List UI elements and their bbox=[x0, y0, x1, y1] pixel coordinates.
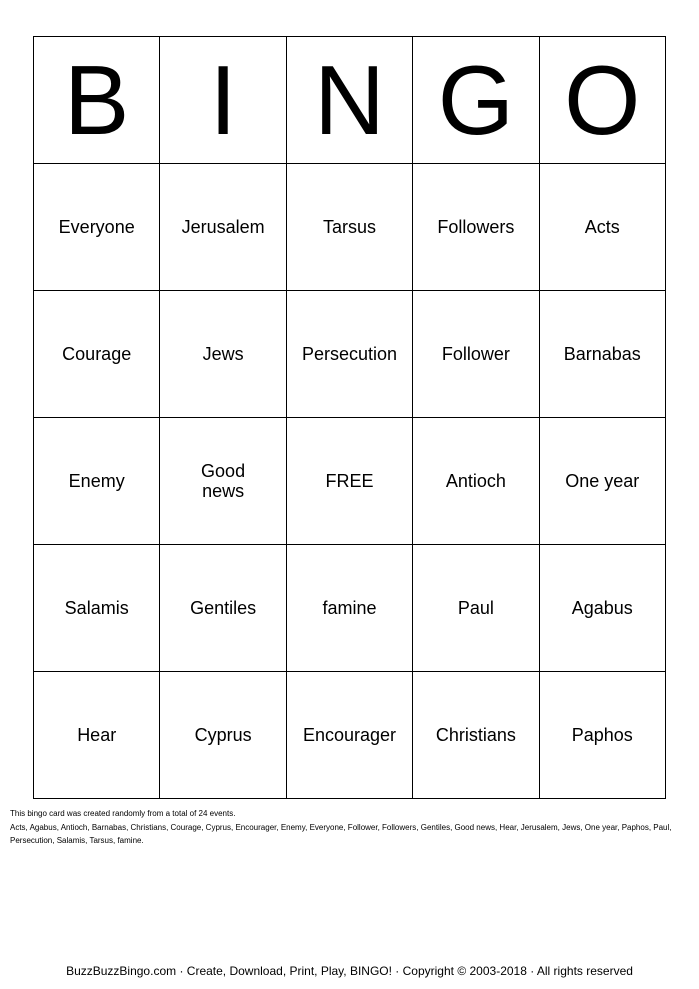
card-row bbox=[34, 545, 666, 672]
header-letter-b: B bbox=[34, 37, 160, 164]
cell-label: Persecution bbox=[301, 344, 397, 364]
card-cell bbox=[34, 291, 160, 418]
card-cell bbox=[539, 164, 665, 291]
cell-label: Encourager bbox=[302, 725, 396, 745]
card-cell bbox=[413, 545, 539, 672]
card-row bbox=[34, 164, 666, 291]
cell-label: Jerusalem bbox=[181, 217, 265, 237]
card-cell bbox=[539, 545, 665, 672]
card-cell bbox=[34, 545, 160, 672]
card-cell bbox=[34, 672, 160, 799]
card-cell bbox=[286, 164, 412, 291]
events-list: Acts, Agabus, Antioch, Barnabas, Christians, Courage, Cyprus, Encourager, Enemy, Everyone, Follower, Followers, Gentiles, Good news, Hear, Jerusalem, Jews, One year, Paphos, Paul, Persecution, Salamis, Tarsus, famine. bbox=[10, 822, 672, 845]
card-row bbox=[34, 291, 666, 418]
header-letter-o: O bbox=[539, 37, 665, 164]
cell-label: Agabus bbox=[571, 598, 633, 618]
card-row bbox=[34, 672, 666, 799]
card-cell bbox=[160, 291, 286, 418]
cell-label: Cyprus bbox=[194, 725, 252, 745]
cell-label: Barnabas bbox=[563, 344, 641, 364]
header-letter-g: G bbox=[413, 37, 539, 164]
card-info bbox=[10, 807, 690, 848]
cell-label: Acts bbox=[584, 217, 620, 237]
cell-label: Salamis bbox=[64, 598, 129, 618]
card-cell bbox=[160, 164, 286, 291]
cell-label: Good news bbox=[201, 461, 246, 501]
cell-label: famine bbox=[322, 598, 377, 618]
cell-label: Courage bbox=[62, 344, 132, 364]
card-cell bbox=[539, 291, 665, 418]
cell-label: Follower bbox=[441, 344, 510, 364]
card-cell bbox=[34, 164, 160, 291]
cell-label: Followers bbox=[437, 217, 515, 237]
card-cell bbox=[286, 672, 412, 799]
card-cell bbox=[539, 672, 665, 799]
card-cell bbox=[413, 672, 539, 799]
card-cell bbox=[413, 164, 539, 291]
card-row bbox=[34, 418, 666, 545]
card-cell bbox=[160, 545, 286, 672]
free-cell bbox=[286, 418, 412, 545]
header-letter-n: N bbox=[286, 37, 412, 164]
cell-label: Enemy bbox=[68, 471, 125, 491]
card-cell bbox=[160, 672, 286, 799]
bingo-card bbox=[33, 36, 666, 799]
cell-label: One year bbox=[565, 471, 640, 491]
card-cell bbox=[160, 418, 286, 545]
cell-label: Everyone bbox=[58, 217, 135, 237]
cell-label: Hear bbox=[77, 725, 117, 745]
card-cell bbox=[539, 418, 665, 545]
card-cell bbox=[34, 418, 160, 545]
card-cell bbox=[413, 418, 539, 545]
free-label: FREE bbox=[325, 471, 374, 491]
cell-label: Christians bbox=[435, 725, 516, 745]
cell-label: Paphos bbox=[571, 725, 633, 745]
cell-label: Tarsus bbox=[322, 217, 376, 237]
site-footer: BuzzBuzzBingo.com · Create, Download, Print, Play, BINGO! · Copyright © 2003-2018 · All rights reserved bbox=[66, 964, 633, 978]
card-cell bbox=[286, 545, 412, 672]
header-letter-i: I bbox=[160, 37, 286, 164]
cell-label: Paul bbox=[457, 598, 494, 618]
cell-label: Antioch bbox=[445, 471, 506, 491]
header-row bbox=[34, 37, 666, 164]
card-summary: This bingo card was created randomly from a total of 24 events. bbox=[10, 809, 236, 818]
card-cell bbox=[413, 291, 539, 418]
card-cell bbox=[286, 291, 412, 418]
cell-label: Jews bbox=[202, 344, 244, 364]
cell-label: Gentiles bbox=[190, 598, 257, 618]
